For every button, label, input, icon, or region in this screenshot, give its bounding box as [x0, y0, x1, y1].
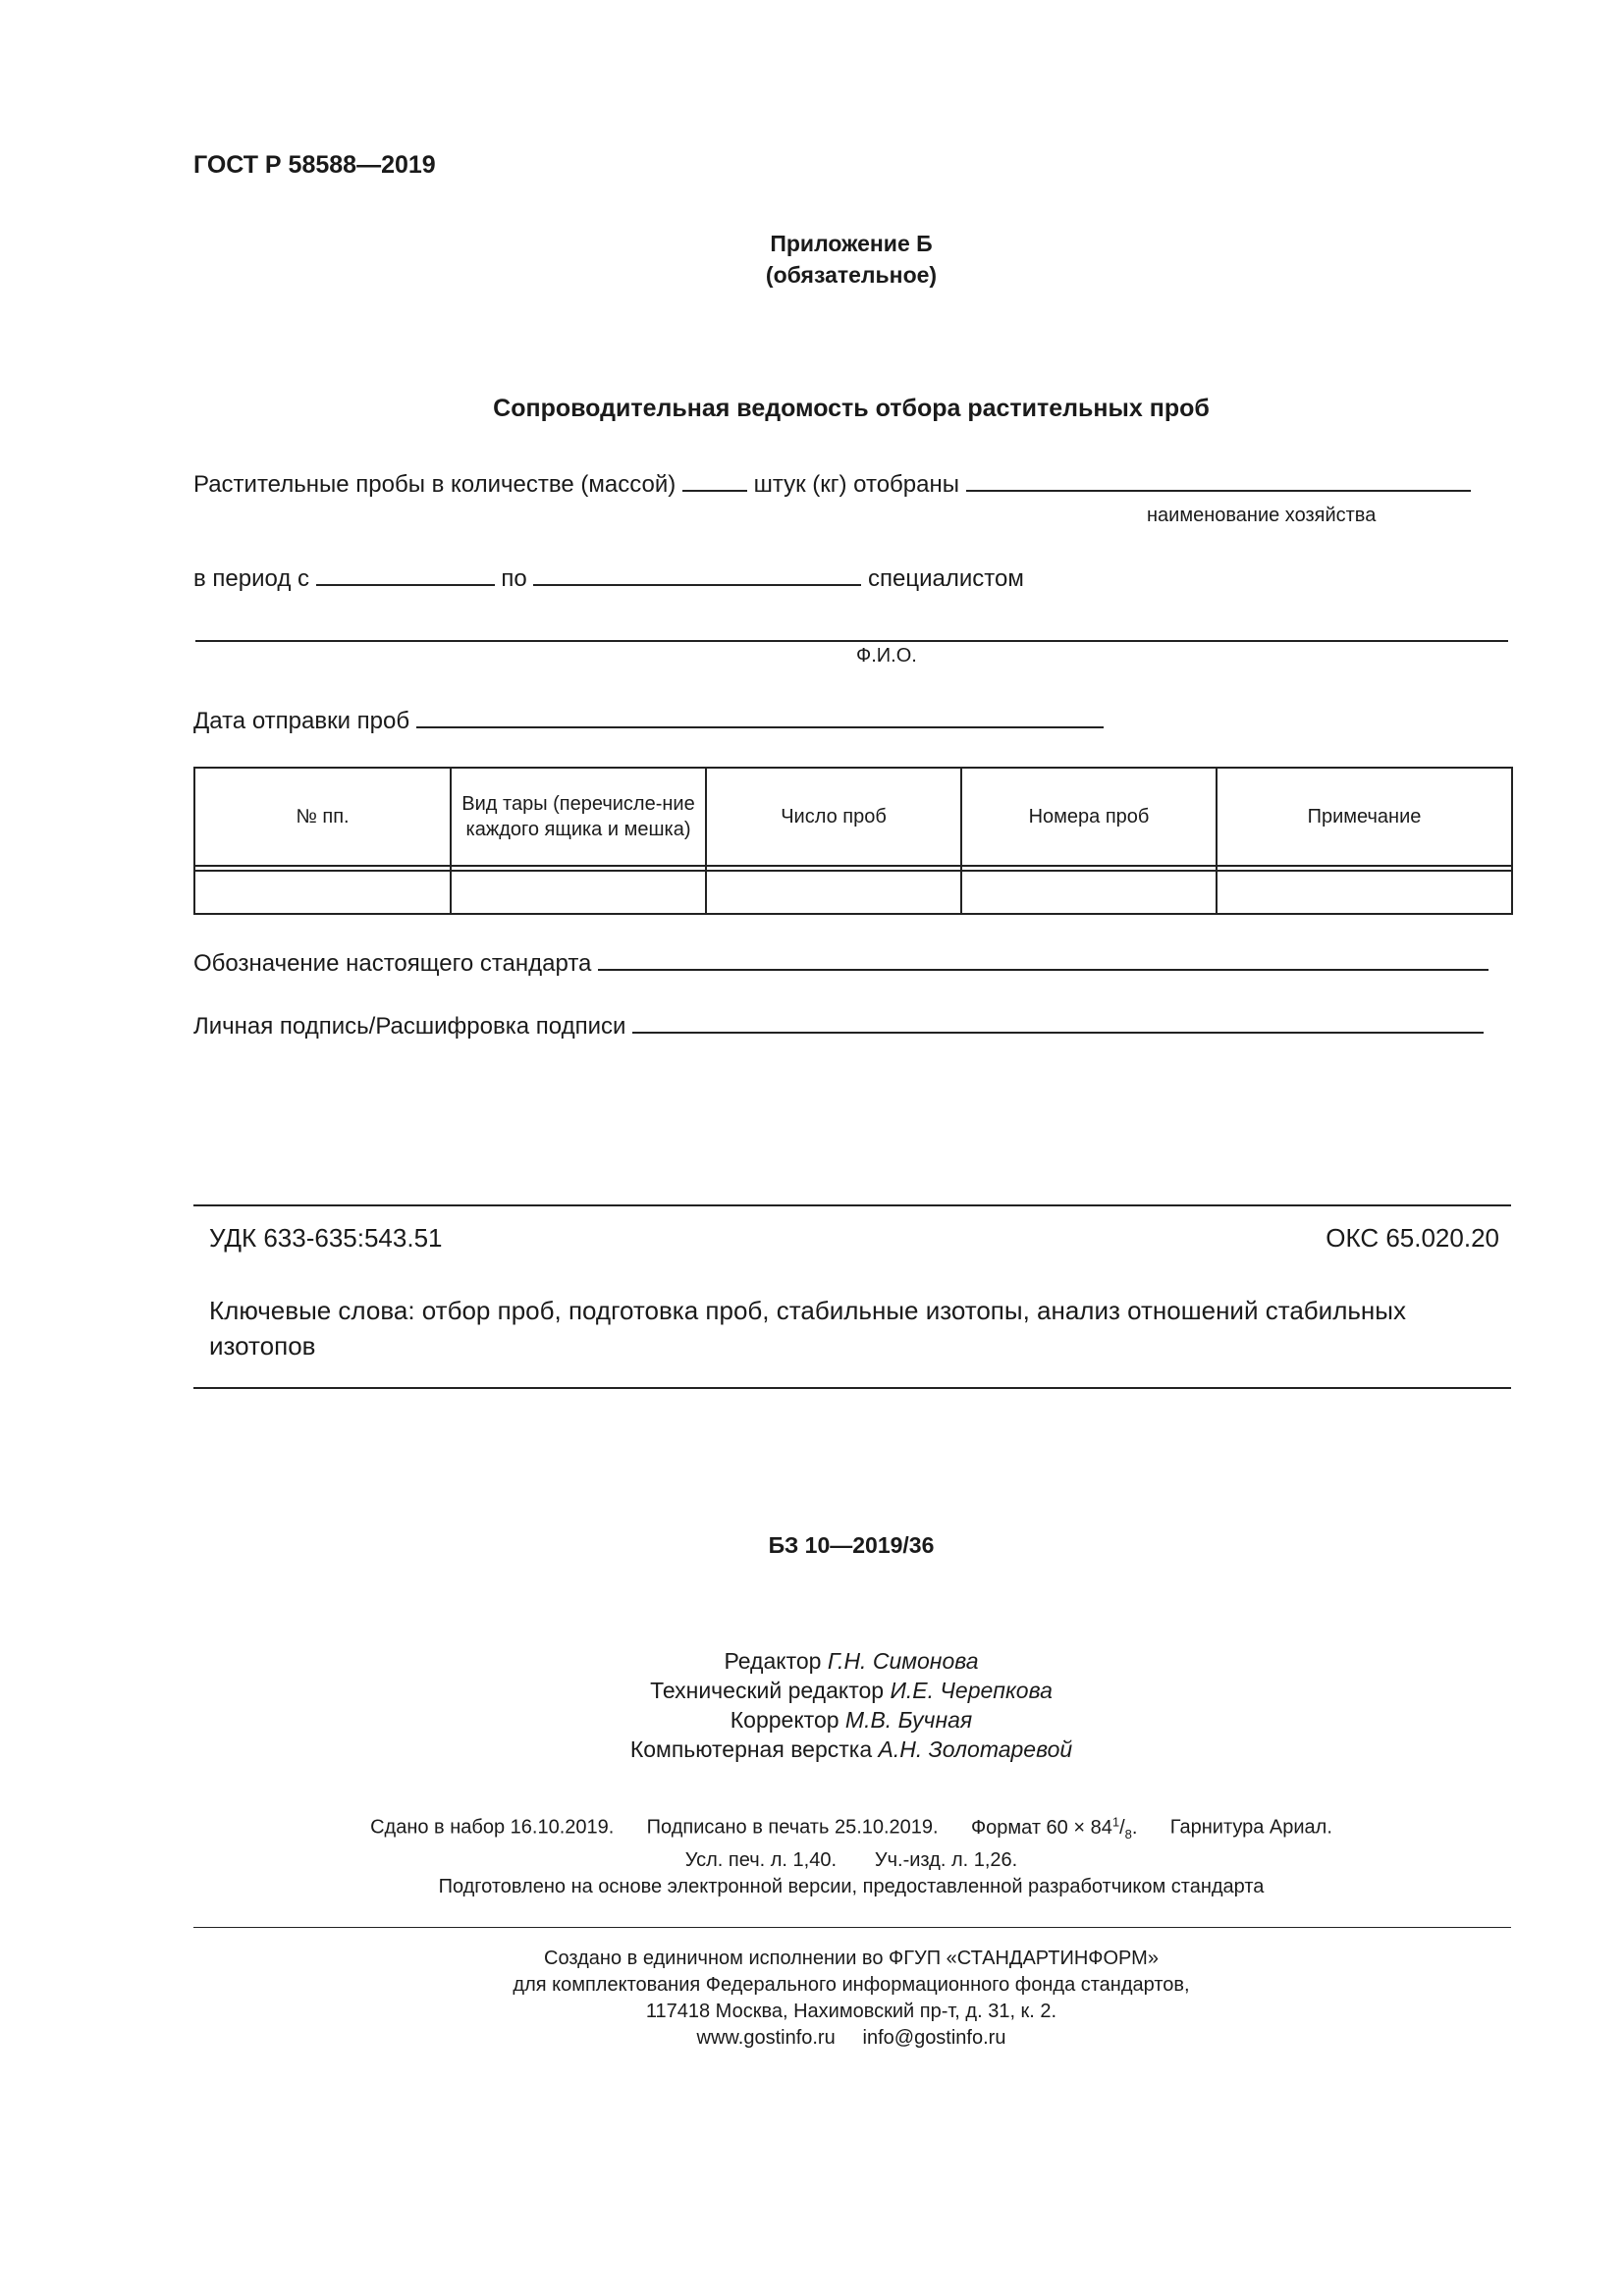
- form-line-send-date: [193, 705, 1104, 736]
- units-label: штук (кг) отобраны: [753, 471, 960, 498]
- table-header-row: [194, 768, 1512, 866]
- fio-blank[interactable]: [195, 640, 1508, 642]
- paper-format: Формат $60 \times 84^1/_8$.: [970, 1814, 1138, 1842]
- imprint-line-2: [0, 1847, 1624, 1874]
- corrector-name: М.В. Бучная: [844, 1707, 973, 1733]
- form-line-quantity: [193, 468, 1471, 500]
- udk-code: УДК 633-635:543.51: [209, 1223, 443, 1253]
- form-line-standard: [193, 947, 1489, 979]
- publisher-block: [0, 1946, 1624, 2052]
- header-sample-numbers: Номера проб: [961, 768, 1217, 866]
- edit-sheets: Уч.-изд. л. 1,26.: [874, 1848, 1018, 1871]
- specialist-label: специалистом: [868, 565, 1024, 592]
- signature-blank[interactable]: [632, 1010, 1484, 1034]
- table-cell[interactable]: [706, 871, 961, 914]
- table-cell[interactable]: [1217, 871, 1512, 914]
- sent-to-set: Сдано в набор 16.10.2019.: [370, 1816, 615, 1839]
- send-date-blank[interactable]: [416, 705, 1104, 728]
- document-code: ГОСТ Р 58588—2019: [193, 151, 436, 179]
- period-from-blank[interactable]: [316, 562, 495, 586]
- email-link[interactable]: info@gostinfo.ru: [862, 2027, 1006, 2049]
- header-container-type: Вид тары (перечисле-ние каждого ящика и мешка): [451, 768, 706, 866]
- signed-print: Подписано в печать 25.10.2019.: [646, 1816, 939, 1839]
- publisher-line-2: для комплектования Федерального информационного фонда стандартов,: [513, 1974, 1190, 1996]
- table-cell[interactable]: [451, 871, 706, 914]
- publisher-address: 117418 Москва, Нахимовский пр-т, д. 31, к. 2.: [645, 2001, 1057, 2022]
- tech-editor-name: И.Е. Черепкова: [890, 1678, 1053, 1703]
- biblio-top-rule: [193, 1204, 1511, 1206]
- table-cell[interactable]: [194, 871, 451, 914]
- header-note: Примечание: [1217, 768, 1512, 866]
- oks-code: ОКС 65.020.20: [1326, 1223, 1499, 1253]
- header-sample-count: Число проб: [706, 768, 961, 866]
- bz-number: БЗ 10—2019/36: [768, 1532, 935, 1558]
- send-date-label: Дата отправки проб: [193, 708, 410, 734]
- standard-label: Обозначение настоящего стандарта: [193, 950, 592, 977]
- period-to-blank[interactable]: [533, 562, 861, 586]
- standard-blank[interactable]: [598, 947, 1489, 971]
- appendix-status: (обязательное): [765, 262, 938, 288]
- quantity-blank[interactable]: [682, 468, 747, 492]
- publisher-contacts: [0, 2025, 1624, 2052]
- farm-name-blank[interactable]: [966, 468, 1471, 492]
- typeface: Гарнитура Ариал.: [1169, 1816, 1332, 1839]
- credit-corrector: Корректор М.В. Бучная: [730, 1707, 973, 1733]
- imprint-block: [0, 1808, 1624, 1900]
- keywords: Ключевые слова: отбор проб, подготовка проб, стабильные изотопы, анализ отношений стабильных изотопов: [209, 1296, 1406, 1361]
- header-number: № пп.: [194, 768, 451, 866]
- editor-name: Г.Н. Симонова: [827, 1648, 979, 1674]
- form-line-signature: [193, 1010, 1484, 1041]
- credit-layout: Компьютерная верстка А.Н. Золотаревой: [629, 1736, 1073, 1762]
- form-title: Сопроводительная ведомость отбора растительных проб: [493, 395, 1210, 422]
- print-sheets: Усл. печ. л. 1,40.: [684, 1848, 838, 1871]
- fio-caption: Ф.И.О.: [856, 645, 917, 667]
- website-link[interactable]: www.gostinfo.ru: [696, 2027, 836, 2049]
- form-line-period: [193, 562, 1024, 594]
- credit-editor: Редактор Г.Н. Симонова: [724, 1648, 979, 1674]
- credit-tech-editor: Технический редактор И.Е. Черепкова: [650, 1678, 1053, 1703]
- table-row: [194, 871, 1512, 914]
- publisher-rule: [193, 1927, 1511, 1928]
- farm-name-caption: наименование хозяйства: [1147, 505, 1377, 526]
- biblio-bottom-rule: [193, 1387, 1511, 1389]
- prepared-note: Подготовлено на основе электронной версии, предоставленной разработчиком стандарта: [438, 1875, 1265, 1897]
- table-cell[interactable]: [961, 871, 1217, 914]
- quantity-label: Растительные пробы в количестве (массой): [193, 471, 677, 498]
- period-to-label: по: [501, 565, 527, 592]
- imprint-line-1: [0, 1808, 1624, 1847]
- appendix-heading: [0, 228, 1624, 291]
- appendix-title: Приложение Б: [770, 231, 933, 256]
- publisher-line-1: Создано в единичном исполнении во ФГУП «СТАНДАРТИНФОРМ»: [544, 1948, 1159, 1969]
- credits-block: [0, 1646, 1624, 1764]
- layout-name: А.Н. Золотаревой: [878, 1736, 1073, 1762]
- signature-label: Личная подпись/Расшифровка подписи: [193, 1013, 626, 1040]
- period-from-label: в период с: [193, 565, 310, 592]
- samples-table: [193, 767, 1513, 915]
